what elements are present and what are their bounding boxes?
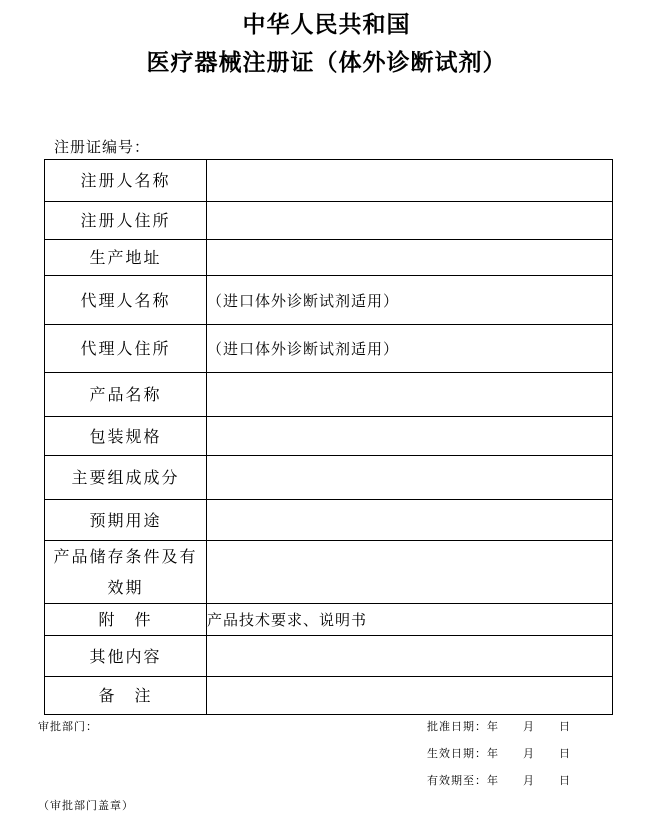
table-row <box>45 417 613 456</box>
approval-date <box>427 718 571 734</box>
table-row <box>45 276 613 325</box>
product-name-value <box>207 373 613 417</box>
remarks-label: 备 注 <box>45 677 207 715</box>
table-row <box>45 240 613 276</box>
intended-use-label: 预期用途 <box>45 500 207 541</box>
table-row <box>45 604 613 636</box>
stamp-note: （审批部门盖章） <box>38 799 134 812</box>
table-row <box>45 325 613 373</box>
valid-until-date <box>427 772 571 788</box>
remarks-value <box>207 677 613 715</box>
table-row <box>45 456 613 500</box>
production-address-label: 生产地址 <box>45 240 207 276</box>
storage-validity-label: 产品储存条件及有效期 <box>45 541 207 604</box>
effective-date <box>427 745 571 761</box>
main-components-value <box>207 456 613 500</box>
approval-date-value: 年 月 日 <box>487 720 571 733</box>
table-row <box>45 160 613 202</box>
attachment-label: 附 件 <box>45 604 207 636</box>
product-name-label: 产品名称 <box>45 373 207 417</box>
valid-until-value: 年 月 日 <box>487 774 571 787</box>
intended-use-value <box>207 500 613 541</box>
table-row <box>45 636 613 677</box>
agent-name-value: （进口体外诊断试剂适用） <box>207 276 613 325</box>
table-row <box>45 500 613 541</box>
table-row <box>45 373 613 417</box>
approval-date-label: 批准日期： <box>427 720 487 733</box>
table-row <box>45 202 613 240</box>
document-subtitle: 医疗器械注册证（体外诊断试剂） <box>146 50 507 76</box>
storage-validity-value <box>207 541 613 604</box>
production-address-value <box>207 240 613 276</box>
agent-name-label: 代理人名称 <box>45 276 207 325</box>
registrant-name-value <box>207 160 613 202</box>
other-content-value <box>207 636 613 677</box>
registrant-address-value <box>207 202 613 240</box>
valid-until-label: 有效期至： <box>427 774 487 787</box>
certificate-table <box>44 159 613 715</box>
package-spec-label: 包装规格 <box>45 417 207 456</box>
agent-address-label: 代理人住所 <box>45 325 207 373</box>
document-title: 中华人民共和国 <box>242 12 411 38</box>
package-spec-value <box>207 417 613 456</box>
table-row <box>45 677 613 715</box>
main-components-label: 主要组成成分 <box>45 456 207 500</box>
registrant-address-label: 注册人住所 <box>45 202 207 240</box>
agent-address-value: （进口体外诊断试剂适用） <box>207 325 613 373</box>
other-content-label: 其他内容 <box>45 636 207 677</box>
registrant-name-label: 注册人名称 <box>45 160 207 202</box>
effective-date-label: 生效日期： <box>427 747 487 760</box>
registration-number-label: 注册证编号： <box>54 138 151 156</box>
table-row <box>45 541 613 604</box>
approval-department: 审批部门： <box>38 720 98 733</box>
effective-date-value: 年 月 日 <box>487 747 571 760</box>
attachment-value: 产品技术要求、说明书 <box>207 604 613 636</box>
